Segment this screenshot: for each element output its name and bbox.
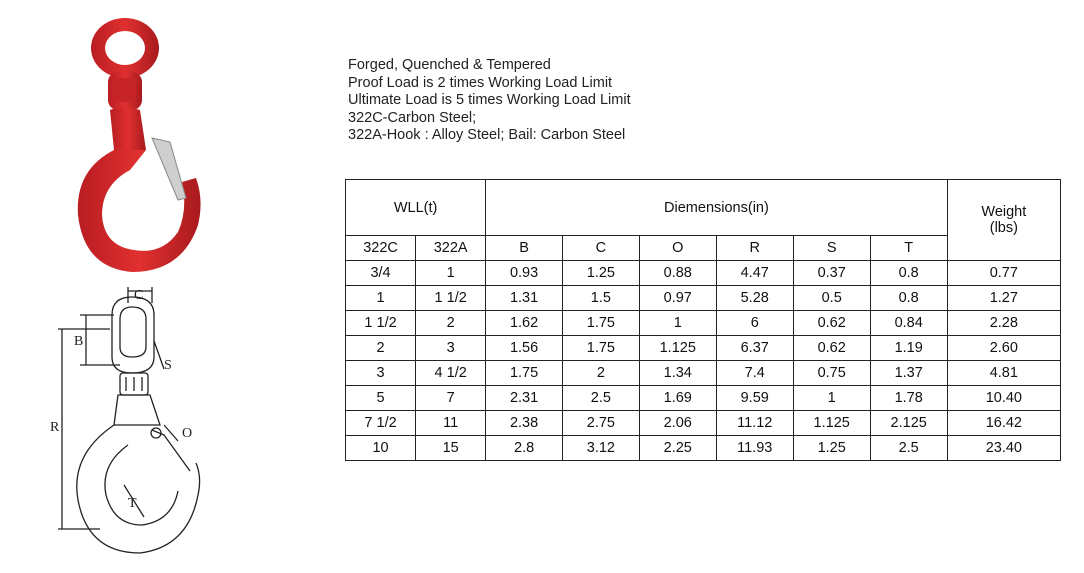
table-cell: 1.5 (562, 286, 639, 311)
table-cell: 15 (416, 436, 486, 461)
table-cell: 1.27 (947, 286, 1060, 311)
table-cell: 7 1/2 (346, 411, 416, 436)
table-cell: 1.62 (486, 311, 563, 336)
table-cell: 11.93 (716, 436, 793, 461)
table-row (346, 386, 1061, 411)
table-cell: 1.78 (870, 386, 947, 411)
table-cell: 4.81 (947, 361, 1060, 386)
table-cell: 0.62 (793, 311, 870, 336)
table-cell: 5.28 (716, 286, 793, 311)
spec-line: 322C-Carbon Steel; (348, 109, 477, 126)
subheader-cell: R (716, 236, 793, 261)
table-cell: 0.5 (793, 286, 870, 311)
hook-dimension-drawing (40, 285, 220, 570)
table-cell: 4 1/2 (416, 361, 486, 386)
table-row (346, 311, 1061, 336)
swivel-hook-photo (70, 10, 220, 280)
table-cell: 0.8 (870, 286, 947, 311)
table-row (346, 411, 1061, 436)
subheader-cell: C (562, 236, 639, 261)
header-wll: WLL(t) (346, 180, 486, 236)
header-weight-line2: (lbs) (989, 220, 1018, 236)
table-cell: 16.42 (947, 411, 1060, 436)
table-cell: 6 (716, 311, 793, 336)
dim-label-o: O (182, 426, 193, 441)
table-body (346, 261, 1061, 461)
table-cell: 2.06 (639, 411, 716, 436)
table-cell: 1.25 (562, 261, 639, 286)
table-cell: 2.31 (486, 386, 563, 411)
table-cell: 6.37 (716, 336, 793, 361)
dim-label-r: R (50, 420, 60, 435)
table-cell: 3/4 (346, 261, 416, 286)
table-cell: 2.5 (562, 386, 639, 411)
table-cell: 2.38 (486, 411, 563, 436)
table-row (346, 261, 1061, 286)
table-row (346, 436, 1061, 461)
table-cell: 0.37 (793, 261, 870, 286)
table-cell: 11 (416, 411, 486, 436)
spec-line: Ultimate Load is 5 times Working Load Limit (348, 92, 631, 108)
dim-label-t: T (128, 496, 137, 511)
table-row (346, 361, 1061, 386)
table-cell: 1.34 (639, 361, 716, 386)
table-cell: 1.19 (870, 336, 947, 361)
table-cell: 1.56 (486, 336, 563, 361)
dim-label-b: B (74, 334, 84, 349)
table-cell: 3 (346, 361, 416, 386)
table-cell: 1.25 (793, 436, 870, 461)
subheader-cell: B (486, 236, 563, 261)
table-cell: 7.4 (716, 361, 793, 386)
table-cell: 2.28 (947, 311, 1060, 336)
spec-line: Forged, Quenched & Tempered (348, 57, 551, 73)
header-weight-line1: Weight (981, 204, 1027, 220)
subheader-cell: 322A (416, 236, 486, 261)
table-cell: 2.8 (486, 436, 563, 461)
header-dimensions: Diemensions(in) (486, 180, 947, 236)
table-cell: 1.125 (639, 336, 716, 361)
table-cell: 1 (793, 386, 870, 411)
spec-line: 322A-Hook : Alloy Steel; Bail: Carbon Steel (348, 127, 626, 143)
subheader-cell: T (870, 236, 947, 261)
table-cell: 2.60 (947, 336, 1060, 361)
header-weight (947, 180, 1060, 261)
table-cell: 3 (416, 336, 486, 361)
spec-notes (348, 57, 631, 145)
dim-label-c: C (134, 288, 144, 303)
table-cell: 4.47 (716, 261, 793, 286)
table-cell: 0.93 (486, 261, 563, 286)
table-cell: 11.12 (716, 411, 793, 436)
table-row (346, 336, 1061, 361)
subheader-cell: O (639, 236, 716, 261)
table-cell: 0.88 (639, 261, 716, 286)
table-cell: 2.25 (639, 436, 716, 461)
subheader-cell: 322C (346, 236, 416, 261)
table-cell: 9.59 (716, 386, 793, 411)
table-cell: 1.75 (486, 361, 563, 386)
table-cell: 0.75 (793, 361, 870, 386)
table-cell: 2 (416, 311, 486, 336)
table-cell: 2.75 (562, 411, 639, 436)
table-cell: 2 (562, 361, 639, 386)
table-cell: 1.75 (562, 336, 639, 361)
table-cell: 1.37 (870, 361, 947, 386)
table-cell: 10.40 (947, 386, 1060, 411)
table-cell: 1 (346, 286, 416, 311)
table-cell: 1.31 (486, 286, 563, 311)
table-cell: 0.77 (947, 261, 1060, 286)
table-cell: 2.125 (870, 411, 947, 436)
table-cell: 5 (346, 386, 416, 411)
table-cell: 3.12 (562, 436, 639, 461)
table-cell: 0.62 (793, 336, 870, 361)
table-cell: 0.84 (870, 311, 947, 336)
table-cell: 1 1/2 (416, 286, 486, 311)
table-cell: 1 (639, 311, 716, 336)
table-cell: 1.125 (793, 411, 870, 436)
dim-label-s: S (164, 358, 172, 373)
subheader-cell: S (793, 236, 870, 261)
table-row (346, 286, 1061, 311)
table-cell: 2 (346, 336, 416, 361)
table-cell: 7 (416, 386, 486, 411)
table-cell: 1.75 (562, 311, 639, 336)
table-cell: 2.5 (870, 436, 947, 461)
spec-line: Proof Load is 2 times Working Load Limit (348, 74, 613, 91)
table-cell: 1.69 (639, 386, 716, 411)
dimension-table (345, 179, 1061, 461)
table-cell: 1 1/2 (346, 311, 416, 336)
table-cell: 0.8 (870, 261, 947, 286)
table-cell: 1 (416, 261, 486, 286)
table-cell: 23.40 (947, 436, 1060, 461)
table-cell: 10 (346, 436, 416, 461)
table-cell: 0.97 (639, 286, 716, 311)
